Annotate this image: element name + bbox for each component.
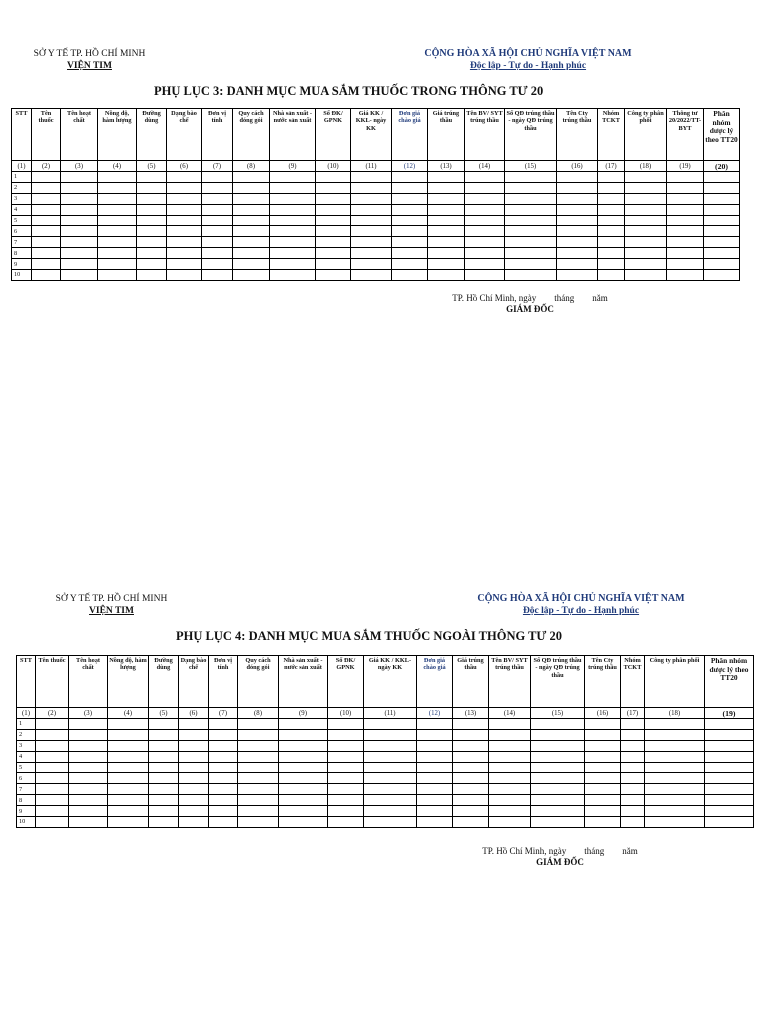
- col-header: STT: [12, 109, 32, 161]
- drug-table: [16, 655, 754, 828]
- org-header: [44, 593, 179, 617]
- row-index: 9: [12, 259, 32, 270]
- col-header: Đơn vị tính: [202, 109, 233, 161]
- row-index: 5: [17, 762, 36, 773]
- row-index: 3: [17, 740, 36, 751]
- row-index: 2: [12, 182, 32, 193]
- col-header: Giá KK / KKL- ngày KK: [351, 109, 392, 161]
- column-number: (6): [167, 161, 202, 172]
- col-header: Công ty phân phối: [625, 109, 667, 161]
- col-header: Nhóm TCKT: [621, 656, 645, 708]
- row-index: 6: [17, 773, 36, 784]
- column-number: (15): [505, 161, 557, 172]
- col-header: Nhóm TCKT: [598, 109, 625, 161]
- row-index: 1: [17, 719, 36, 730]
- column-number: (13): [453, 708, 489, 719]
- row-index: 6: [12, 226, 32, 237]
- row-index: 2: [17, 729, 36, 740]
- row-index: 7: [12, 237, 32, 248]
- column-number: (6): [179, 708, 209, 719]
- table-row: [17, 719, 754, 730]
- column-number: (4): [108, 708, 149, 719]
- col-header: Tên Cty trúng thầu: [585, 656, 621, 708]
- column-number: (12): [392, 161, 428, 172]
- column-number: (3): [61, 161, 98, 172]
- column-number: (5): [149, 708, 179, 719]
- col-header: Nồng độ, hàm lượng: [108, 656, 149, 708]
- col-header: Dạng bào chế: [167, 109, 202, 161]
- org-line-2: VIỆN TIM: [89, 606, 134, 616]
- table-row: [17, 740, 754, 751]
- col-header: Nhà sản xuất - nước sản xuất: [270, 109, 316, 161]
- column-number: (17): [598, 161, 625, 172]
- column-number: (15): [531, 708, 585, 719]
- column-number: (8): [233, 161, 270, 172]
- column-number: (12): [417, 708, 453, 719]
- column-number: (7): [202, 161, 233, 172]
- nation-line-1: CỘNG HÒA XÃ HỘI CHỦ NGHĨA VIỆT NAM: [424, 48, 632, 59]
- col-header: Giá trúng thầu: [453, 656, 489, 708]
- column-number: (2): [36, 708, 69, 719]
- col-header: Đường dùng: [149, 656, 179, 708]
- table-row: [17, 784, 754, 795]
- col-header: Nồng độ, hàm lượng: [98, 109, 137, 161]
- col-header: Tên Cty trúng thầu: [557, 109, 598, 161]
- column-number-row: [17, 708, 754, 719]
- col-header: Tên thuốc: [32, 109, 61, 161]
- col-header: Đường dùng: [137, 109, 167, 161]
- col-header: Tên hoạt chất: [69, 656, 108, 708]
- nation-header: [452, 593, 710, 617]
- table-row: [17, 806, 754, 817]
- column-number: (18): [645, 708, 705, 719]
- row-index: 4: [17, 751, 36, 762]
- col-header: Đơn giá chào giá: [392, 109, 428, 161]
- column-number: (11): [351, 161, 392, 172]
- col-header: Số ĐK/ GPNK: [316, 109, 351, 161]
- table-row: [17, 729, 754, 740]
- col-header: Dạng bào chế: [179, 656, 209, 708]
- col-header: Đơn vị tính: [209, 656, 238, 708]
- row-index: 3: [12, 193, 32, 204]
- col-header: Nhà sản xuất - nước sản xuất: [279, 656, 328, 708]
- appendix-title: PHỤ LỤC 3: DANH MỤC MUA SẮM THUỐC TRONG THÔNG TƯ 20: [154, 84, 544, 98]
- column-number: (2): [32, 161, 61, 172]
- row-index: 8: [12, 248, 32, 259]
- row-index: 7: [17, 784, 36, 795]
- row-index: 9: [17, 806, 36, 817]
- column-number: (14): [465, 161, 505, 172]
- row-index: 10: [17, 817, 36, 828]
- column-number: (17): [621, 708, 645, 719]
- table-row: [17, 773, 754, 784]
- col-header: Tên BV/ SYT trúng thầu: [465, 109, 505, 161]
- col-header: Tên BV/ SYT trúng thầu: [489, 656, 531, 708]
- column-number: (20): [704, 161, 740, 172]
- col-header: STT: [17, 656, 36, 708]
- col-header: Công ty phân phối: [645, 656, 705, 708]
- signer-title: GIÁM ĐỐC: [506, 304, 554, 314]
- column-number: (5): [137, 161, 167, 172]
- table-row: [17, 762, 754, 773]
- column-number: (1): [12, 161, 32, 172]
- signature-block: [470, 846, 650, 868]
- place-date: TP. Hồ Chí Minh, ngày tháng năm: [482, 846, 638, 856]
- org-line-1: SỞ Y TẾ TP. HỒ CHÍ MINH: [33, 49, 146, 59]
- nation-line-1: CỘNG HÒA XÃ HỘI CHỦ NGHĨA VIỆT NAM: [477, 593, 685, 604]
- row-index: 1: [12, 172, 32, 183]
- table-row: [17, 817, 754, 828]
- col-header: Tên hoạt chất: [61, 109, 98, 161]
- col-header: Đơn giá chào giá: [417, 656, 453, 708]
- column-number: (19): [667, 161, 704, 172]
- col-header: Số QĐ trúng thầu - ngày QĐ trúng thầu: [505, 109, 557, 161]
- org-line-2: VIỆN TIM: [67, 61, 112, 71]
- column-number: (7): [209, 708, 238, 719]
- col-header: Giá KK / KKL- ngày KK: [364, 656, 417, 708]
- table-row: [17, 795, 754, 806]
- col-header: Quy cách đóng gói: [233, 109, 270, 161]
- column-number: (9): [279, 708, 328, 719]
- nation-line-2: Độc lập - Tự do - Hạnh phúc: [522, 606, 640, 616]
- table-row: [17, 751, 754, 762]
- header-row: [17, 656, 754, 708]
- col-header: Số ĐK/ GPNK: [328, 656, 364, 708]
- col-header: Số QĐ trúng thầu - ngày QĐ trúng thầu: [531, 656, 585, 708]
- column-number: (4): [98, 161, 137, 172]
- org-line-1: SỞ Y TẾ TP. HỒ CHÍ MINH: [55, 594, 168, 604]
- column-number: (13): [428, 161, 465, 172]
- col-header: Phân nhóm dược lý theo TT20: [704, 109, 740, 161]
- column-number: (11): [364, 708, 417, 719]
- column-number: (9): [270, 161, 316, 172]
- row-index: 4: [12, 204, 32, 215]
- col-header: Thông tư 20/2022/TT-BYT: [667, 109, 704, 161]
- nation-line-2: Độc lập - Tự do - Hạnh phúc: [469, 61, 587, 71]
- col-header: Phân nhóm dược lý theo TT20: [705, 656, 754, 708]
- row-index: 10: [12, 270, 32, 281]
- column-number: (18): [625, 161, 667, 172]
- col-header: Tên thuốc: [36, 656, 69, 708]
- column-number: (10): [328, 708, 364, 719]
- appendix-title: PHỤ LỤC 4: DANH MỤC MUA SẮM THUỐC NGOÀI THÔNG TƯ 20: [176, 629, 563, 643]
- column-number: (1): [17, 708, 36, 719]
- column-number: (14): [489, 708, 531, 719]
- signer-title: GIÁM ĐỐC: [536, 857, 584, 867]
- place-date: TP. Hồ Chí Minh, ngày tháng năm: [452, 293, 608, 303]
- column-number: (10): [316, 161, 351, 172]
- row-index: 8: [17, 795, 36, 806]
- column-number: (3): [69, 708, 108, 719]
- col-header: Giá trúng thầu: [428, 109, 465, 161]
- column-number: (8): [238, 708, 279, 719]
- column-number: (16): [557, 161, 598, 172]
- column-number: (16): [585, 708, 621, 719]
- row-index: 5: [12, 215, 32, 226]
- column-number: (19): [705, 708, 754, 719]
- col-header: Quy cách đóng gói: [238, 656, 279, 708]
